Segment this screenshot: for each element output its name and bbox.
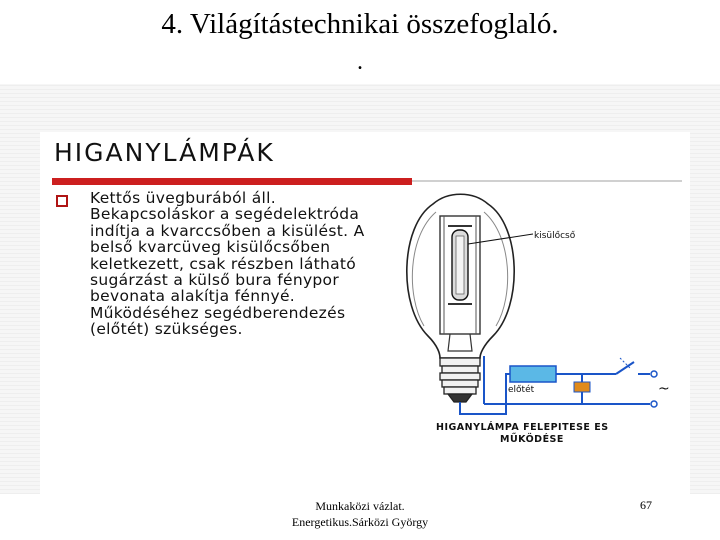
label-ballast: előtét <box>508 385 535 395</box>
caption-line: HIGANYLÁMPA FELEPITESE ES <box>436 422 609 433</box>
capacitor <box>574 382 590 392</box>
label-ac: ~ <box>658 381 670 397</box>
lamp-diagram <box>388 186 684 456</box>
footer-line-1: Munkaközi vázlat. <box>315 499 405 513</box>
title-dot: . <box>357 49 363 75</box>
page-title: 4. Világítástechnikai összefoglaló. <box>161 8 559 40</box>
lamp-base <box>440 358 480 402</box>
heading-red-rule <box>52 178 412 185</box>
page-number: 67 <box>640 498 652 512</box>
lamp-diagram-svg <box>388 186 684 456</box>
circuit-wires <box>460 356 650 414</box>
bullet-square-icon <box>56 195 68 207</box>
figure-caption <box>436 421 612 445</box>
slide-heading: HIGANYLÁMPÁK <box>54 138 275 167</box>
footer-credit <box>240 498 480 530</box>
bullet-text: Kettős üvegburából áll. Bekapcsoláskor a segédelektróda indítja a kvarccsőben a kisülést. A belső kvarcüveg kisülőcsőben keletkezett, csak részben látható sugárzást a külső bura fénypor bevonata alakítja fénnyé. Működéséhez segédberendezés (előtét) szükséges. <box>90 189 365 339</box>
footer-line-2: Energetikus.Sárközi György <box>291 515 429 529</box>
switch <box>616 362 634 374</box>
caption-line-2: MŰKÖDÉSE <box>500 434 564 445</box>
ballast-box <box>510 366 556 382</box>
label-tube: kisülőcső <box>534 231 576 241</box>
heading-grey-rule <box>412 180 682 182</box>
